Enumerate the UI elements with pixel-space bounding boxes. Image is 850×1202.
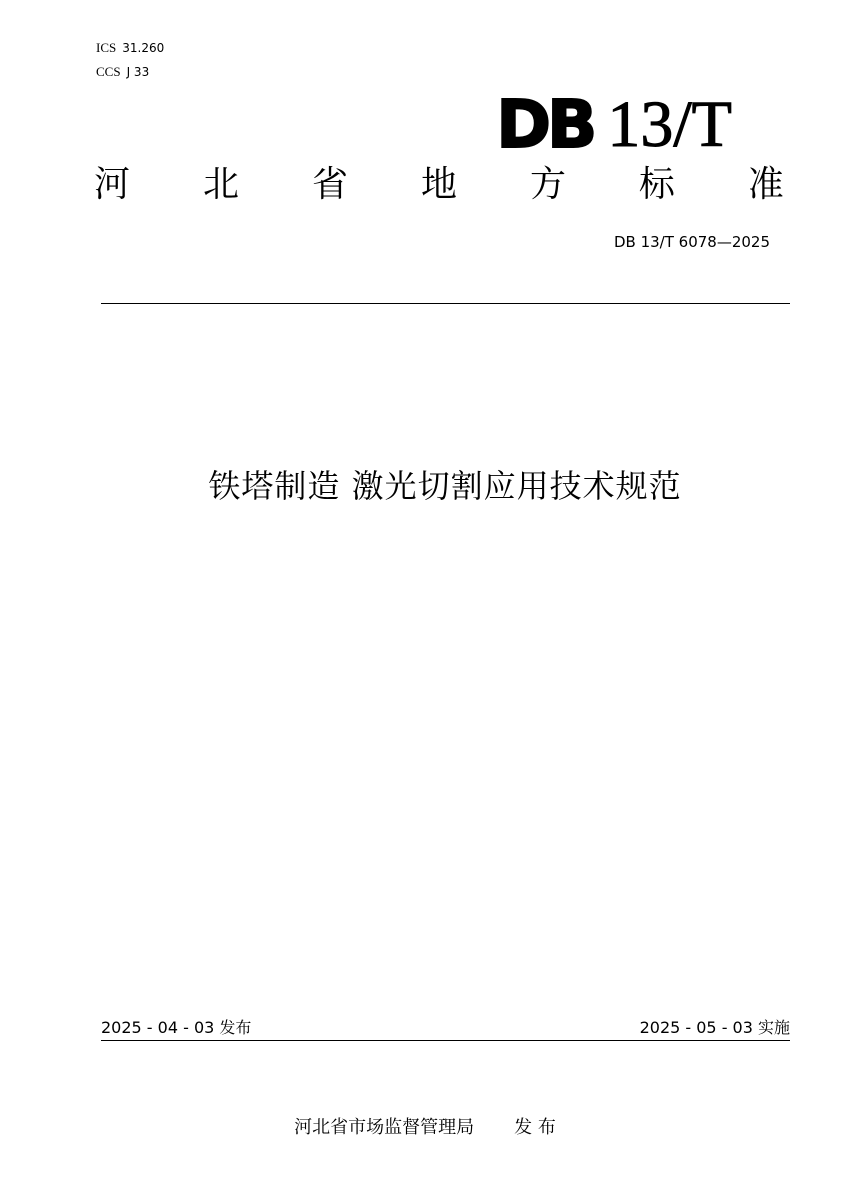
standard-type-heading [94, 164, 784, 206]
ics-code [96, 40, 164, 57]
issuer-action: 发 布 [514, 1117, 556, 1138]
issuer-organization: 河北省市场监督管理局 [294, 1117, 475, 1138]
heading-char: 方 [529, 164, 566, 205]
implement-date: 2025 - 05 - 03 实施 [639, 1018, 790, 1037]
ccs-value: J 33 [126, 65, 150, 79]
issuer [0, 1116, 850, 1140]
heading-char: 准 [747, 164, 784, 205]
heading-char: 省 [311, 164, 348, 205]
bottom-divider [101, 1040, 790, 1041]
ics-value: 31.260 [122, 41, 165, 55]
document-title: 铁塔制造 激光切割应用技术规范 [208, 467, 682, 505]
standard-mark [496, 86, 732, 163]
heading-char: 北 [202, 164, 239, 205]
standard-mark-code: 13/T [607, 88, 732, 161]
ccs-code [96, 64, 149, 81]
heading-char: 标 [638, 164, 675, 205]
ics-label: ICS [96, 40, 117, 55]
heading-char: 河 [94, 164, 131, 205]
heading-char: 地 [420, 164, 457, 205]
ccs-label: CCS [96, 64, 121, 79]
top-divider [101, 303, 790, 304]
publish-date: 2025 - 04 - 03 发布 [101, 1018, 252, 1037]
standard-number: DB 13/T 6078—2025 [613, 233, 770, 251]
standard-mark-prefix: DB [496, 86, 594, 163]
